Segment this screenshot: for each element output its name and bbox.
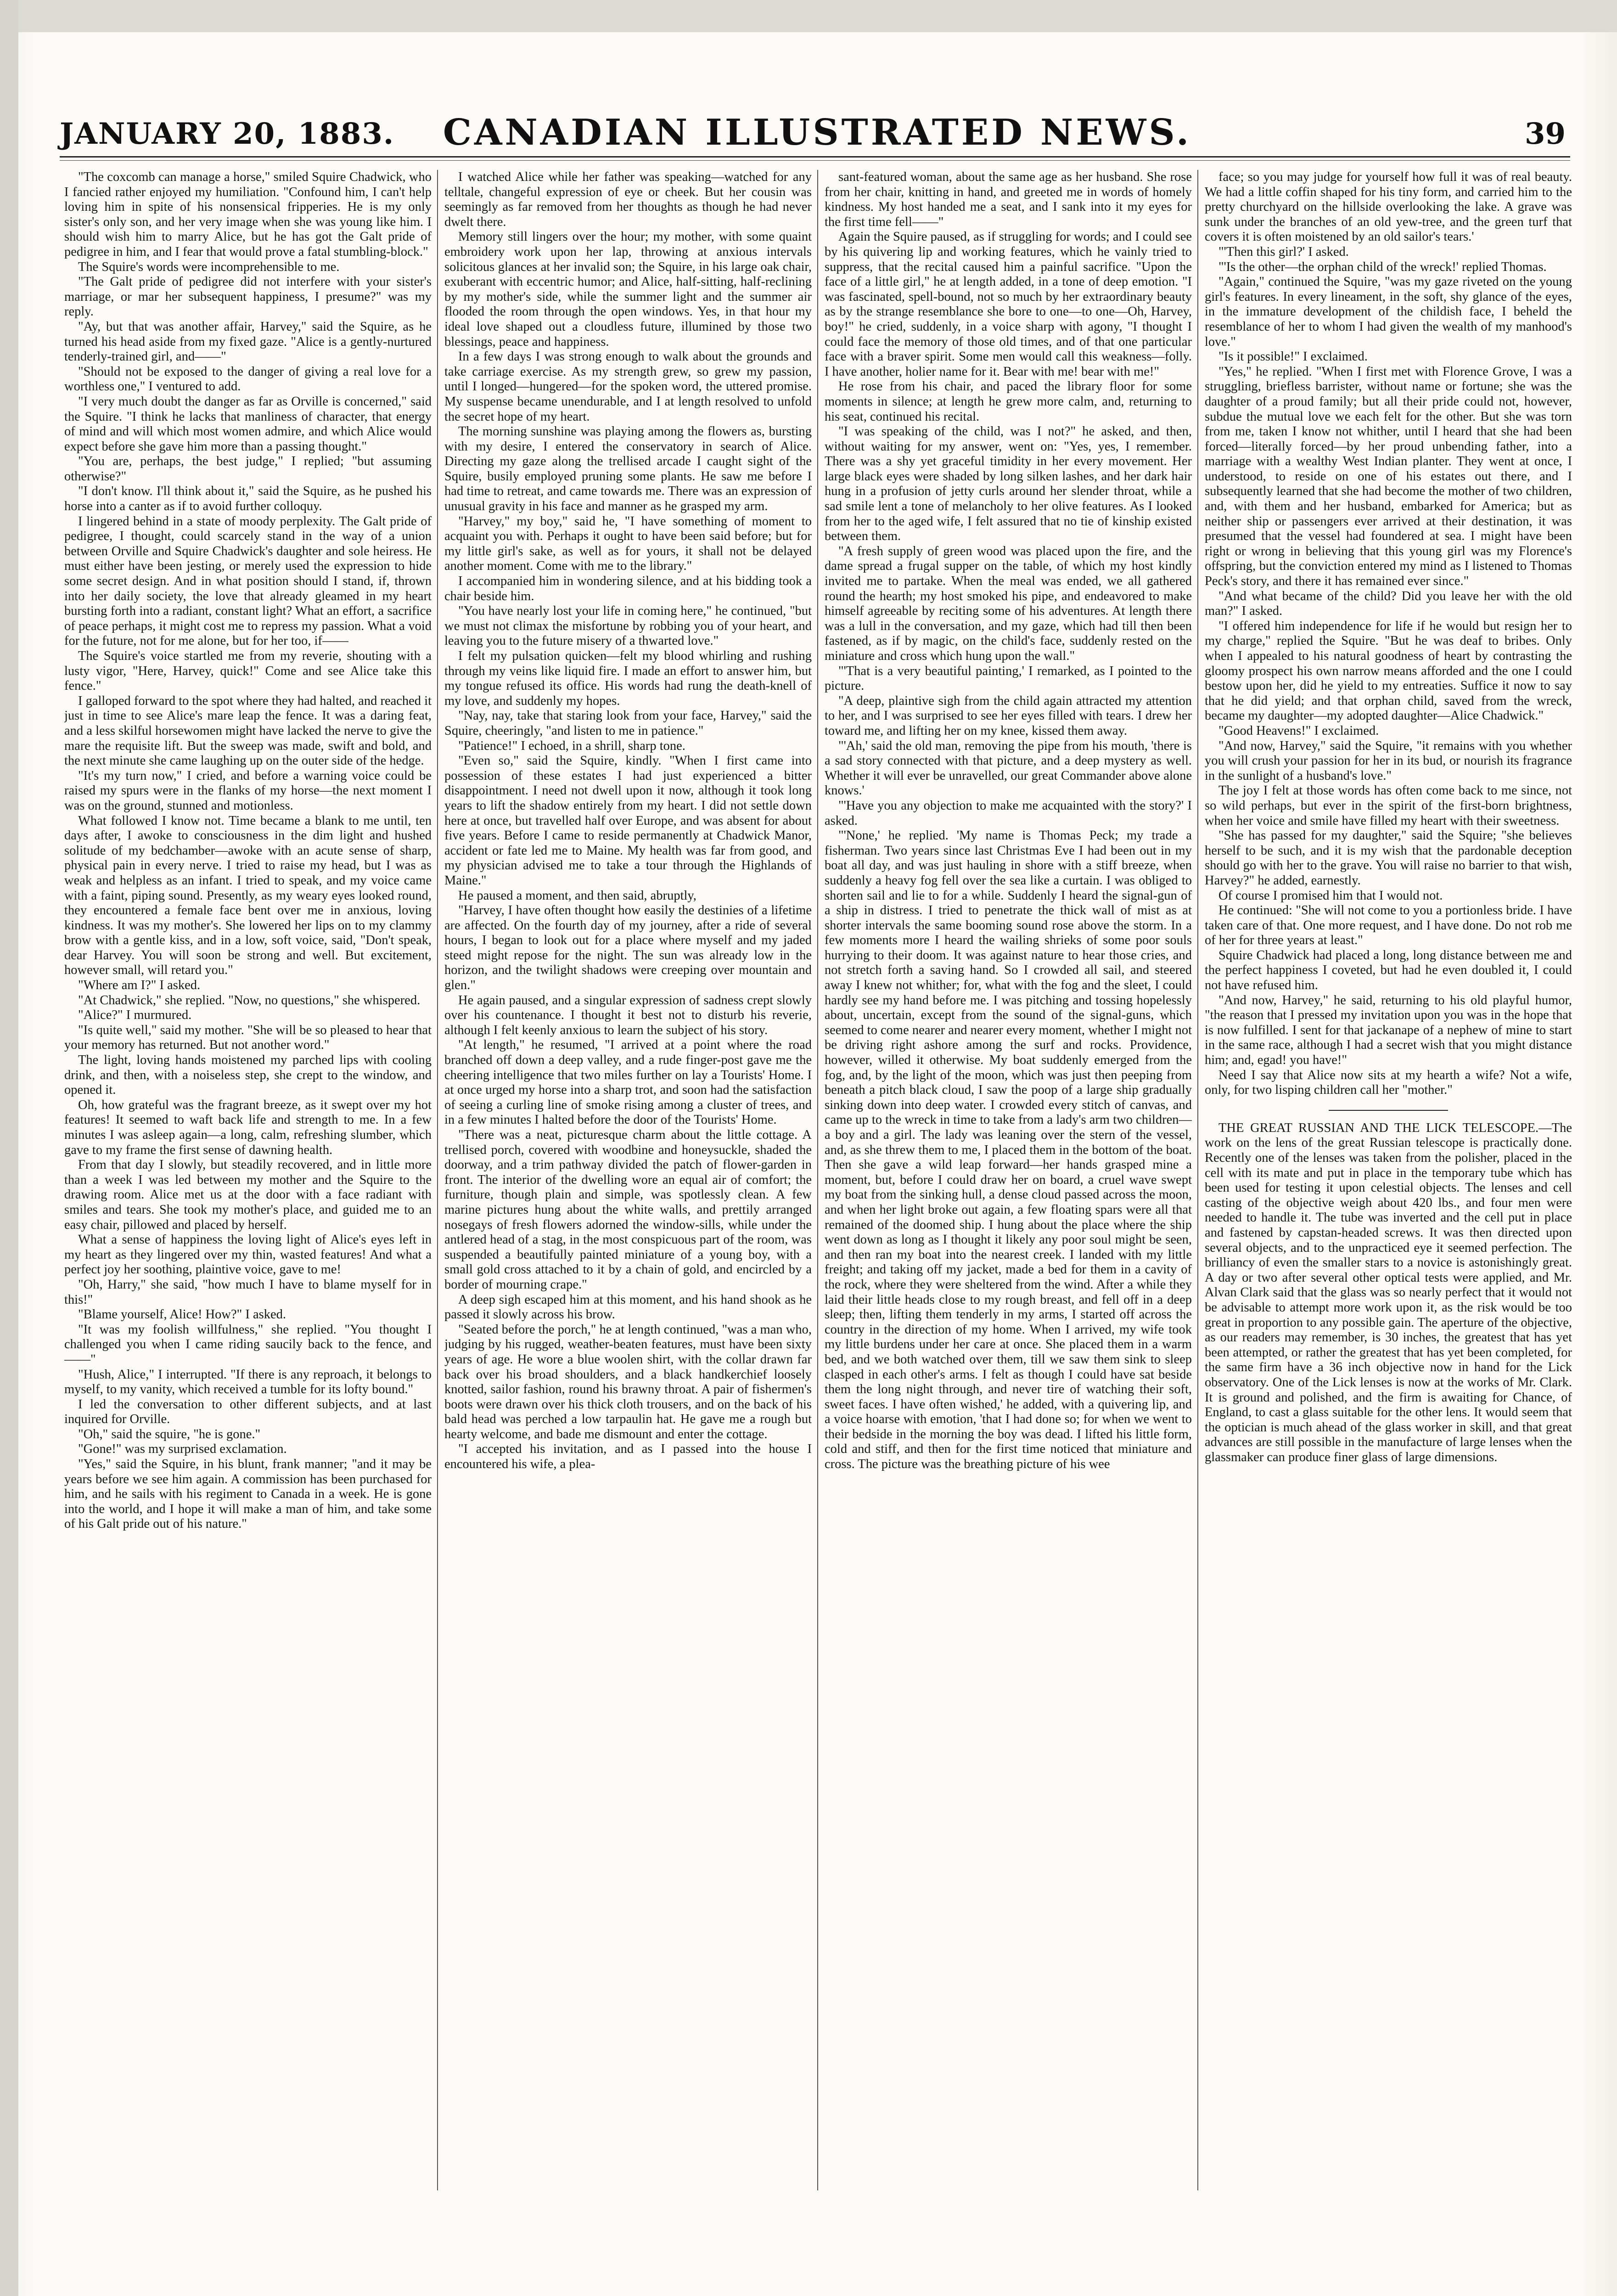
paragraph: "'Ah,' said the old man, removing the pipe from his mouth, 'there is a sad story connected with that picture, and a deep mystery as well. Whether it will ever be unravelled, our great Commander above alone knows.' (825, 738, 1192, 798)
paragraph: "Is quite well," said my mother. "She will be so pleased to hear that your memory has returned. But not another word." (64, 1023, 432, 1052)
paragraph: I accompanied him in wondering silence, and at his bidding took a chair beside him. (444, 574, 812, 603)
scan-left-margin (0, 0, 18, 2296)
paragraph: "Again," continued the Squire, "was my gaze riveted on the young girl's features. In every lineament, in the soft, shy glance of the eyes, in the immature development of the childish face, I beheld the resemblance of her to whom I had given the wealth of my manhood's love." (1205, 275, 1572, 349)
paragraph: "I accepted his invitation, and as I passed into the house I encountered his wife, a plea- (444, 1442, 812, 1472)
paragraph: "Ay, but that was another affair, Harvey," said the Squire, as he turned his head aside from my fixed gaze. "Alice is a gently-nurtured tenderly-trained girl, and——" (64, 319, 432, 364)
paragraph: "Hush, Alice," I interrupted. "If there is any reproach, it belongs to myself, to my vanity, which received a tumble for its lofty bound." (64, 1367, 432, 1397)
paragraph: Again the Squire paused, as if struggling for words; and I could see by his quivering lip and working features, which he vainly tried to suppress, that the recital caused him a painful sacrifice. "Upon the face of a little girl," he at length added, in a tone of deep emotion. "I was fascinated, spell-bound, not so much by her extraordinary beauty as by the strange resemblance she bore to one—to one—Oh, Harvey, boy!" he cried, suddenly, in a voice sharp with agony, "I thought I could face the memory of those old times, and of that one particular face with a braver spirit. Some men would call this weakness—folly. I have another, holier name for it. Bear with me! bear with me!" (825, 230, 1192, 379)
paragraph: "And now, Harvey," said the Squire, "it remains with you whether you will crush your passion for her in its bud, or nourish its fragrance in the sunlight of a husband's love." (1205, 738, 1572, 783)
paragraph: "I very much doubt the danger as far as Orville is concerned," said the Squire. "I think he lacks that manliness of character, that energy of mind and will which most women admire, and which Alice would expect before she gave him more than a passing thought." (64, 394, 432, 454)
paragraph: "Where am I?" I asked. (78, 978, 201, 993)
page-number: 39 (1524, 117, 1566, 151)
paragraph: "Nay, nay, take that staring look from your face, Harvey," said the Squire, cheeringly, "and listen to me in patience." (444, 709, 812, 738)
telescope-article (1205, 1121, 1572, 1465)
paragraph: "Oh, Harry," she said, "how much I have to blame myself for in this!" (64, 1277, 432, 1307)
paragraph: I watched Alice while her father was speaking—watched for any telltale, changeful expression of eye or cheek. But her cousin was seemingly as far removed from her thoughts as though he had never dwelt there. (444, 170, 812, 229)
paragraph: "It was my foolish willfulness," she replied. "You thought I challenged you when I came riding saucily back to the fence, and——" (64, 1322, 432, 1367)
paragraph: Oh, how grateful was the fragrant breeze, as it swept over my hot features! It seemed to waft back life and strength to me. In a few minutes I was asleep again—a long, calm, refreshing slumber, which gave to my frame the first sense of dawning health. (64, 1097, 432, 1157)
paragraph: "Should not be exposed to the danger of giving a real love for a worthless one," I ventured to add. (64, 364, 432, 394)
paragraph: "Alice?" I murmured. (78, 1008, 192, 1023)
paragraph: "Is it possible!" I exclaimed. (1218, 349, 1368, 364)
paragraph: "'Then this girl?' I asked. (1218, 244, 1349, 259)
paragraph: "At Chadwick," she replied. "Now, no questions," she whispered. (78, 993, 421, 1007)
column-divider (437, 170, 438, 2190)
paragraph: The joy I felt at those words has often come back to me since, not so wild perhaps, but ever in the spirit of the first-born brightness, when her voice and smile have filled my heart with their sweetness. (1205, 783, 1572, 828)
story-continuation (1205, 170, 1572, 1098)
paragraph: sant-featured woman, about the same age as her husband. She rose from her chair, knitting in hand, and greeted me in words of homely kindness. My host handed me a seat, and I sank into it my eyes for the first time fell——" (825, 170, 1192, 229)
paragraph: "Even so," said the Squire, kindly. "When I first came into possession of these estates I had just experienced a bitter disappointment. I need not dwell upon it now, although it took long years to lift the shadow entirely from my heart. I did not settle down here at once, but travelled half over Europe, and was absent for about five years. Before I came to reside permanently at Chadwick Manor, accident or fate led me to Maine. My health was far from good, and my physician advised me to take a tour through the Highlands of Maine." (444, 754, 812, 888)
paragraph: He again paused, and a singular expression of sadness crept slowly over his countenance. I thought it best not to disturb his reverie, although I felt keenly anxious to learn the subject of his story. (444, 993, 812, 1037)
paragraph: "'Is the other—the orphan child of the wreck!' replied Thomas. (1218, 259, 1547, 274)
paragraph: "A fresh supply of green wood was placed upon the fire, and the dame spread a frugal supper on the table, of which my host kindly invited me to partake. When the meal was ended, we all gathered round the hearth; my host smoked his pipe, and endeavored to make himself agreeable by reciting some of his adventures. At length there was a lull in the conversation, and my gaze, which had till then been fastened, as if by magic, on the child's face, suddenly rested on the miniature and cross which hung upon the wall." (825, 544, 1192, 663)
text-column-1 (64, 170, 432, 2200)
paragraph: Of course I promised him that I would not. (1218, 888, 1443, 903)
paragraph: "She has passed for my daughter," said the Squire; "she believes herself to be such, and it is my wish that the pardonable deception should go with her to the grave. You will raise no barrier to that wish, Harvey?" he added, earnestly. (1205, 828, 1572, 888)
paragraph: "'That is a very beautiful painting,' I remarked, as I pointed to the picture. (825, 664, 1192, 693)
paragraph: "Gone!" was my surprised exclamation. (78, 1442, 287, 1457)
paragraph: "A deep, plaintive sigh from the child again attracted my attention to her, and I was surprised to see her eyes filled with tears. I drew her toward me, and lifting her on my knee, kissed them away. (825, 693, 1192, 738)
paragraph: "'Have you any objection to make me acquainted with the story?' I asked. (825, 798, 1192, 828)
paragraph: The Squire's words were incomprehensible to me. (78, 259, 340, 274)
issue-date: JANUARY 20, 1883. (60, 117, 395, 151)
paragraph: "And what became of the child? Did you leave her with the old man?" I asked. (1205, 589, 1572, 619)
paragraph: I felt my pulsation quicken—felt my blood whirling and rushing through my veins like liquid fire. I made an effort to answer him, but my tongue refused its office. His words had rung the death-knell of my love, and suddenly my hopes. (444, 649, 812, 708)
paragraph: "Seated before the porch," he at length continued, "was a man who, judging by his rugged, weather-beaten features, must have been sixty years of age. He wore a blue woolen shirt, with the collar drawn far back over his broad shoulders, and a black handkerchief loosely knotted, sailor fashion, round his brawny throat. A pair of fishermen's boots were drawn over his thick cloth trousers, and on the back of his bald head was perched a low tarpaulin hat. He gave me a rough but hearty welcome, and bade me dismount and enter the cottage. (444, 1322, 812, 1441)
paragraph: Squire Chadwick had placed a long, long distance between me and the perfect happiness I coveted, but had he even doubled it, I could not have refused him. (1205, 948, 1572, 993)
paragraph: "Patience!" I echoed, in a shrill, sharp tone. (458, 738, 685, 753)
paragraph: The light, loving hands moistened my parched lips with cooling drink, and then, with a noiseless step, she crept to the window, and opened it. (64, 1053, 432, 1097)
paragraph: "Yes," said the Squire, in his blunt, frank manner; "and it may be years before we see him again. A commission has been purchased for him, and he sails with his regiment to Canada in a week. He is gone into the world, and I hope it will make a man of him, and take some of his Galt pride out of his nature." (64, 1457, 432, 1531)
masthead-title: CANADIAN ILLUSTRATED NEWS. (443, 112, 1192, 153)
paragraph: In a few days I was strong enough to walk about the grounds and take carriage exercise. As my strength grew, so grew my passion, until I longed—hungered—for the spoken word, the uttered promise. My suspense became unendurable, and I at length resolved to unfold the secret hope of my heart. (444, 349, 812, 424)
paragraph: "There was a neat, picturesque charm about the little cottage. A trellised porch, covered with woodbine and honeysuckle, shaded the doorway, and a trim pathway divided the patch of flower-garden in front. The interior of the dwelling wore an equal air of comfort; the furniture, though plain and simple, was spotlessly clean. A few marine pictures hung about the white walls, and prettily arranged nosegays of fresh flowers adorned the window-sills, while under the antlered head of a stag, in the most conspicuous part of the room, was suspended a beautifully painted miniature of a young boy, with a small gold cross attached to it by a chain of gold, and encircled by a border of mourning crape." (444, 1128, 812, 1292)
paragraph: He rose from his chair, and paced the library floor for some moments in silence; at length he grew more calm, and, returning to his seat, continued his recital. (825, 379, 1192, 424)
text-column-2 (444, 170, 812, 2200)
paragraph: I lingered behind in a state of moody perplexity. The Galt pride of pedigree, I thought, could scarcely stand in the way of a union between Orville and Squire Chadwick's daughter and sole heiress. He must either have been jesting, or merely used the expression to hide some secret design. And in what position should I stand, if, thrown into her daily society, the love that already gleamed in my heart bursting forth into a radiant, constant light? What an effort, a sacrifice of peace perhaps, it might cost me to repress my passion. What a void for the future, not for me alone, but for her too, if—— (64, 514, 432, 648)
paragraph: "Blame yourself, Alice! How?" I asked. (78, 1307, 286, 1322)
column-divider (1197, 170, 1198, 2190)
paragraph: "Harvey," my boy," said he, "I have something of moment to acquaint you with. Perhaps it ought to have been said before; but for my little girl's sake, as well as for yours, it shall not be delayed another moment. Come with me to the library." (444, 514, 812, 574)
section-divider (1329, 1110, 1448, 1111)
paragraph: I galloped forward to the spot where they had halted, and reached it just in time to see Alice's mare leap the fence. It was a daring feat, and a less skilful horsewomen might have lacked the nerve to give the mare the requisite lift. But the sweep was made, swift and bold, and the next minute she came laughing up on the outer side of the hedge. (64, 693, 432, 768)
article-heading: THE GREAT RUSSIAN AND THE LICK TELESCOPE. (1218, 1120, 1539, 1135)
paragraph: "Harvey, I have often thought how easily the destinies of a lifetime are affected. On the fourth day of my journey, after a ride of several hours, I began to look out for a place where myself and my jaded steed might repose for the night. The sun was already low in the horizon, and the twilight shadows were creeping over mountain and glen." (444, 903, 812, 993)
paragraph: "And now, Harvey," he said, returning to his old playful humor, "the reason that I pressed my invitation upon you was in the hope that is now fulfilled. I sent for that jackanape of a nephew of mine to start in the same race, although I had a secret wish that you might distance him; and, egad! you have!" (1205, 993, 1572, 1068)
scan-top-margin (0, 0, 1617, 32)
paragraph: "Good Heavens!" I exclaimed. (1218, 723, 1379, 738)
page-header (60, 110, 1575, 152)
paragraph: Need I say that Alice now sits at my hearth a wife? Not a wife, only, for two lisping children call her "mother." (1205, 1068, 1572, 1097)
text-column-3 (825, 170, 1192, 2200)
paragraph: face; so you may judge for yourself how full it was of real beauty. We had a little coffin shaped for his tiny form, and carried him to the pretty churchyard on the hillside overlooking the lake. A grave was sunk under the branches of an old yew-tree, and the green turf that covers it is often moistened by an old sailor's tears.' (1205, 170, 1572, 244)
paragraph: "Oh," said the squire, "he is gone." (78, 1427, 261, 1441)
paragraph: The morning sunshine was playing among the flowers as, bursting with my desire, I entered the conservatory in search of Alice. Directing my gaze along the trellised arcade I caught sight of the Squire, busily employed pruning some plants. He saw me before I had time to retreat, and came towards me. There was an expression of unusual gravity in his face and manner as he grasped my arm. (444, 424, 812, 514)
paragraph: "'None,' he replied. 'My name is Thomas Peck; my trade a fisherman. Two years since last Christmas Eve I had been out in my boat all day, and was just hauling in shore with a stiff breeze, when suddenly a heavy fog fell over the sea like a curtain. I was obliged to shorten sail and lie to for a while. Suddenly I heard the signal-gun of a ship in distress. I tried to penetrate the thick wall of mist as at shorter intervals the same booming sound rose above the storm. In a few moments more I heard the wailing shrieks of some poor souls hurrying to their doom. It was against nature to hear those cries, and not stretch forth a saving hand. So I crowded all sail, and steered away I knew not whither; for, what with the fog and the sleet, I could hardly see my hand before me. I was pitching and tossing hopelessly about, uncertain, except from the sound of the signal-guns, which seemed to come nearer and nearer every moment, whether I might not be driving right ashore among the surf and rocks. Providence, however, willed it otherwise. My boat suddenly emerged from the fog, and, by the light of the moon, which was just then peeping from beneath a pitch black cloud, I saw the poop of a large ship gradually sinking down into deep water. I crowded every stitch of canvas, and came up to the wreck in time to take from a lady's arm two children—a boy and a girl. The lady was leaning over the stern of the vessel, and, as she threw them to me, I placed them in the bottom of the boat. Then she gave a wild leap forward—her hands grasped mine a moment, but, before I could draw her on board, a cruel wave swept my boat from the sinking hull, a dense cloud passed across the moon, and when her light broke out again, a few floating spars were all that remained of the doomed ship. I hung about the place where the ship went down as long as I thought it likely any poor soul might be seen, and then ran my boat into the nearest creek. I landed with my little freight; and taking off my jacket, made a bed for them in a cavity of the rock, where they were sheltered from the wind. After a while they laid their little heads close to my rough breast, and fell off in a deep sleep; then, lifting them tenderly in my arms, I started off across the country in the direction of my home. When I arrived, my wife took my little burdens under her care at once. She placed them in a warm bed, and we both watched over them, till we saw them sink to sleep clasped in each other's arms. I felt as though I could have sat beside them the long night through, and never tire of watching their soft, sweet faces. I have often wished,' he added, with a quivering lip, and a voice hoarse with emotion, 'that I had done so; for when we went to their bedside in the morning the boy was dead. I lifted his little form, cold and stiff, and then for the first time noticed that miniature and cross. The picture was the breathing picture of his wee (825, 828, 1192, 1472)
header-rule (60, 156, 1570, 161)
paragraph: "The Galt pride of pedigree did not interfere with your sister's marriage, or mar her subsequent happiness, I presume?" was my reply. (64, 275, 432, 319)
paragraph: "You are, perhaps, the best judge," I replied; "but assuming otherwise?" (64, 454, 432, 484)
paragraph: What followed I know not. Time became a blank to me until, ten days after, I awoke to consciousness in the dim light and hushed solitude of my bedchamber—awoke with an acute sense of sharp, physical pain in every nerve. I tried to raise my head, but I was as weak and helpless as an infant. I tried to speak, and my voice came with a faint, piping sound. Presently, as my weary eyes looked round, they encountered a female face bent over me in anxious, loving kindness. It was my mother's. She lowered her lips on to my clammy brow with a gentle kiss, and in a low, soft voice, said, "Don't speak, dear Harvey. You will soon be strong and well. But excitement, however small, will retard you." (64, 813, 432, 978)
paragraph: "It's my turn now," I cried, and before a warning voice could be raised my spurs were in the flanks of my horse—the next moment I was on the ground, stunned and motionless. (64, 768, 432, 813)
paragraph: "I was speaking of the child, was I not?" he asked, and then, without waiting for my answer, went on: "Yes, yes, I remember. There was a shy yet graceful timidity in her every movement. Her large black eyes were shaded by long silken lashes, and her dark hair hung in a profusion of jetty curls around her slender throat, while a sad smile lent a tone of melancholy to her olive features. As I looked from her to the aged wife, I felt assured that no tie of kinship existed between them. (825, 424, 1192, 544)
paragraph: "I don't know. I'll think about it," said the Squire, as he pushed his horse into a canter as if to avoid further colloquy. (64, 484, 432, 514)
paragraph: What a sense of happiness the loving light of Alice's eyes left in my heart as they lingered over my thin, wasted features! And what a perfect joy her soothing, plaintive voice, gave to me! (64, 1232, 432, 1277)
paragraph: He paused a moment, and then said, abruptly, (458, 888, 696, 903)
paragraph: "At length," he resumed, "I arrived at a point where the road branched off down a deep valley, and a rude finger-post gave me the cheering intelligence that two miles further on lay a Tourists' Home. I at once urged my horse into a sharp trot, and soon had the satisfaction of seeing a curling line of smoke rising among a cluster of trees, and in a few minutes I halted before the door of the Tourists' Home. (444, 1038, 812, 1127)
paragraph: "I offered him independence for life if he would but resign her to my charge," replied the Squire. "But he was deaf to bribes. Only when I appealed to his natural goodness of heart by contrasting the gloomy prospect his own narrow means afforded and the one I could bestow upon her, did he yield to my entreaties. Suffice it now to say that he did yield; and that orphan child, saved from the wreck, became my daughter—my adopted daughter—Alice Chadwick." (1205, 619, 1572, 723)
column-divider (817, 170, 818, 2190)
paragraph: "The coxcomb can manage a horse," smiled Squire Chadwick, who I fancied rather enjoyed my humiliation. "Confound him, I can't help loving him in spite of his nonsensical fripperies. He is my only sister's only son, and her very image when she was young like him. I should wish him to marry Alice, but he has got the Galt pride of pedigree in him, and I fear that would prove a fatal stumbling-block." (64, 170, 432, 259)
article-body: —The work on the lens of the great Russian telescope is practically done. Recently one of the lenses was taken from the polisher, placed in the cell with its mate and put in place in the temporary tube which has been used for testing it upon celestial objects. The lenses and cell casting of the objective weigh about 420 lbs., and four men were needed to handle it. The tube was inverted and the cell put in place and fastened by capstan-headed screws. It was then directed upon several objects, and to the unpracticed eye it seemed perfection. The brilliancy of even the smaller stars to a novice is astonishingly great. A day or two after several other optical tests were applied, and Mr. Alvan Clark said that the glass was so nearly perfect that it would not be advisable to attempt more work upon it, as the risk would be too great in proportion to any possible gain. The aperture of the objective, as our readers may remember, is 30 inches, the greatest that has yet been attempted, or rather the greatest that has yet been completed, for the same firm have a 36 inch objective now in hand for the Lick observatory. One of the Lick lenses is now at the works of Mr. Clark. It is ground and polished, and the firm is awaiting for Chance, of England, to cast a glass suitable for the other lens. It would seem that the optician is much ahead of the glass worker in skill, and that great advances are still possible in the manufacture of large lenses when the glassmaker can produce finer glass of large dimensions. (1205, 1120, 1572, 1464)
paragraph: Memory still lingers over the hour; my mother, with some quaint embroidery work upon her lap, throwing at anxious intervals solicitous glances at her invalid son; the Squire, in his large oak chair, exuberant with eccentric humor; and Alice, half-sitting, half-reclining by my mother's side, while the summer light and the summer air flooded the room through the open windows. Yes, in that hour my ideal love shaped out a cloudless future, illumined by those two blessings, peace and happiness. (444, 230, 812, 349)
paragraph: He continued: "She will not come to you a portionless bride. I have taken care of that. One more request, and I have done. Do not rob me of her for three years at least." (1205, 903, 1572, 948)
paragraph: The Squire's voice startled me from my reverie, shouting with a lusty vigor, "Here, Harvey, quick!" Come and see Alice take this fence." (64, 649, 432, 693)
paragraph: "Yes," he replied. "When I first met with Florence Grove, I was a struggling, briefless barrister, without name or fortune; she was the daughter of a proud family; but all their pride could not, however, subdue the mutual love we each felt for the other. But she was torn from me, taken I know not whither, until I heard that she had been forced—literally forced—by her proud unbending father, into a marriage with a wealthy West Indian planter. They went at once, I understood, to reside on one of his estates out there, and I subsequently learned that she had become the mother of two children, and, with them and her husband, embarked for America; but as neither ship or passengers ever arrived at their destination, it was presumed that the vessel had foundered at sea. I might have been right or wrong in believing that this young girl was my Florence's offspring, but the conviction entered my mind as I listened to Thomas Peck's story, and there it has remained ever since." (1205, 364, 1572, 589)
paragraph: A deep sigh escaped him at this moment, and his hand shook as he passed it slowly across his brow. (444, 1292, 812, 1322)
paragraph: "You have nearly lost your life in coming here," he continued, "but we must not climax the misfortune by robbing you of your heart, and leaving you to the future misery of a thwarted love." (444, 604, 812, 648)
text-column-4 (1205, 170, 1572, 2200)
paragraph: I led the conversation to other different subjects, and at last inquired for Orville. (64, 1397, 432, 1427)
paragraph: From that day I slowly, but steadily recovered, and in little more than a week I was led between my mother and the Squire to the drawing room. Alice met us at the door with a face radiant with smiles and tears. She took my mother's place, and guided me to an easy chair, pillowed and placed by herself. (64, 1158, 432, 1232)
